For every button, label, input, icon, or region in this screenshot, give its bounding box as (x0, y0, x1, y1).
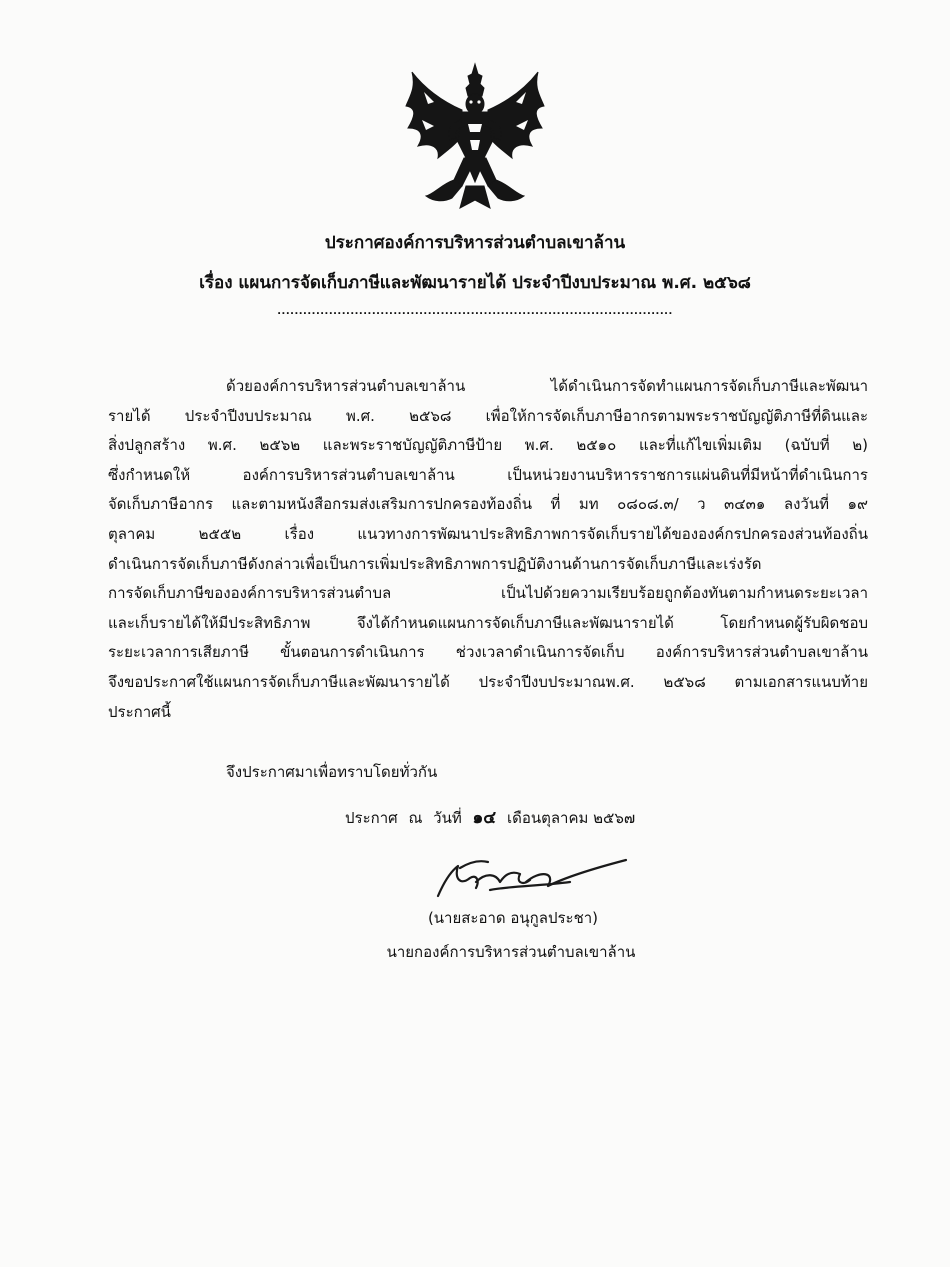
body-line: ตุลาคม ๒๕๕๒ เรื่อง แนวทางการพัฒนาประสิทธิภาพการจัดเก็บรายได้ขององค์กรปกครองส่วนท้องถิ่น (108, 524, 868, 543)
announcement-body (108, 372, 868, 727)
date-at: ณ (408, 809, 423, 827)
body-line: การจัดเก็บภาษีขององค์การบริหารส่วนตำบล เป็นไปด้วยความเรียบร้อยถูกต้องทันตามกำหนดระยะเวลา (108, 584, 868, 603)
body-line: และเก็บรายได้ให้มีประสิทธิภาพ จึงได้กำหนดแผนการจัดเก็บภาษีและพัฒนารายได้ โดยกำหนดผู้รับผิดชอบ (108, 613, 868, 632)
date-day-label: วันที่ (433, 809, 462, 827)
body-line: ประกาศนี้ (108, 702, 171, 721)
body-line: จึงขอประกาศใช้แผนการจัดเก็บภาษีและพัฒนารายได้ ประจำปีงบประมาณพ.ศ. ๒๕๖๘ ตามเอกสารแนบท้าย (108, 672, 868, 691)
body-line: ซึ่งกำหนดให้ องค์การบริหารส่วนตำบลเขาล้าน เป็นหน่วยงานบริหารราชการแผ่นดินที่มีหน้าที่ดำเนินการ (108, 465, 868, 484)
title-separator: ............................................................................................ (277, 306, 673, 317)
date-prefix: ประกาศ (345, 809, 398, 827)
body-line: ด้วยองค์การบริหารส่วนตำบลเขาล้าน ได้ดำเนินการจัดทำแผนการจัดเก็บภาษีและพัฒนา (226, 377, 868, 395)
date-day: ๑๔ (472, 808, 497, 828)
signer-name: (นายสะอาด อนุกูลประชา) (427, 909, 599, 927)
body-line: ระยะเวลาการเสียภาษี ขั้นตอนการดำเนินการ ช่วงเวลาดำเนินการจัดเก็บ องค์การบริหารส่วนตำบลเขาล้าน (108, 643, 868, 662)
date-month-year: เดือนตุลาคม ๒๕๖๗ (506, 809, 636, 827)
garuda-emblem-icon (404, 62, 546, 212)
announcement-date (345, 806, 641, 830)
signer-position: นายกองค์การบริหารส่วนตำบลเขาล้าน (386, 943, 636, 961)
body-line: รายได้ ประจำปีงบประมาณ พ.ศ. ๒๕๖๘ เพื่อให้การจัดเก็บภาษีอากรตามพระราชบัญญัติภาษีที่ดินและ (108, 406, 868, 425)
body-line: สิ่งปลูกสร้าง พ.ศ. ๒๕๖๒ และพระราชบัญญัติภาษีป้าย พ.ศ. ๒๕๑๐ และที่แก้ไขเพิ่มเติม (ฉบับที่ ๒) (108, 436, 868, 455)
closing-statement: จึงประกาศมาเพื่อทราบโดยทั่วกัน (226, 763, 438, 781)
body-line: ดำเนินการจัดเก็บภาษีดังกล่าวเพื่อเป็นการเพิ่มประสิทธิภาพการปฏิบัติงานด้านการจัดเก็บภาษีและเร่งรัด (108, 554, 762, 573)
announcement-title: ประกาศองค์การบริหารส่วนตำบลเขาล้าน (324, 233, 626, 253)
body-line: จัดเก็บภาษีอากร และตามหนังสือกรมส่งเสริมการปกครองท้องถิ่น ที่ มท ๐๘๐๘.๓/ ว ๓๔๓๑ ลงวันที่ ๑๙ (108, 495, 868, 514)
handwritten-signature (430, 852, 630, 904)
announcement-subject: เรื่อง แผนการจัดเก็บภาษีและพัฒนารายได้ ประจำปีงบประมาณ พ.ศ. ๒๕๖๘ (199, 273, 751, 293)
